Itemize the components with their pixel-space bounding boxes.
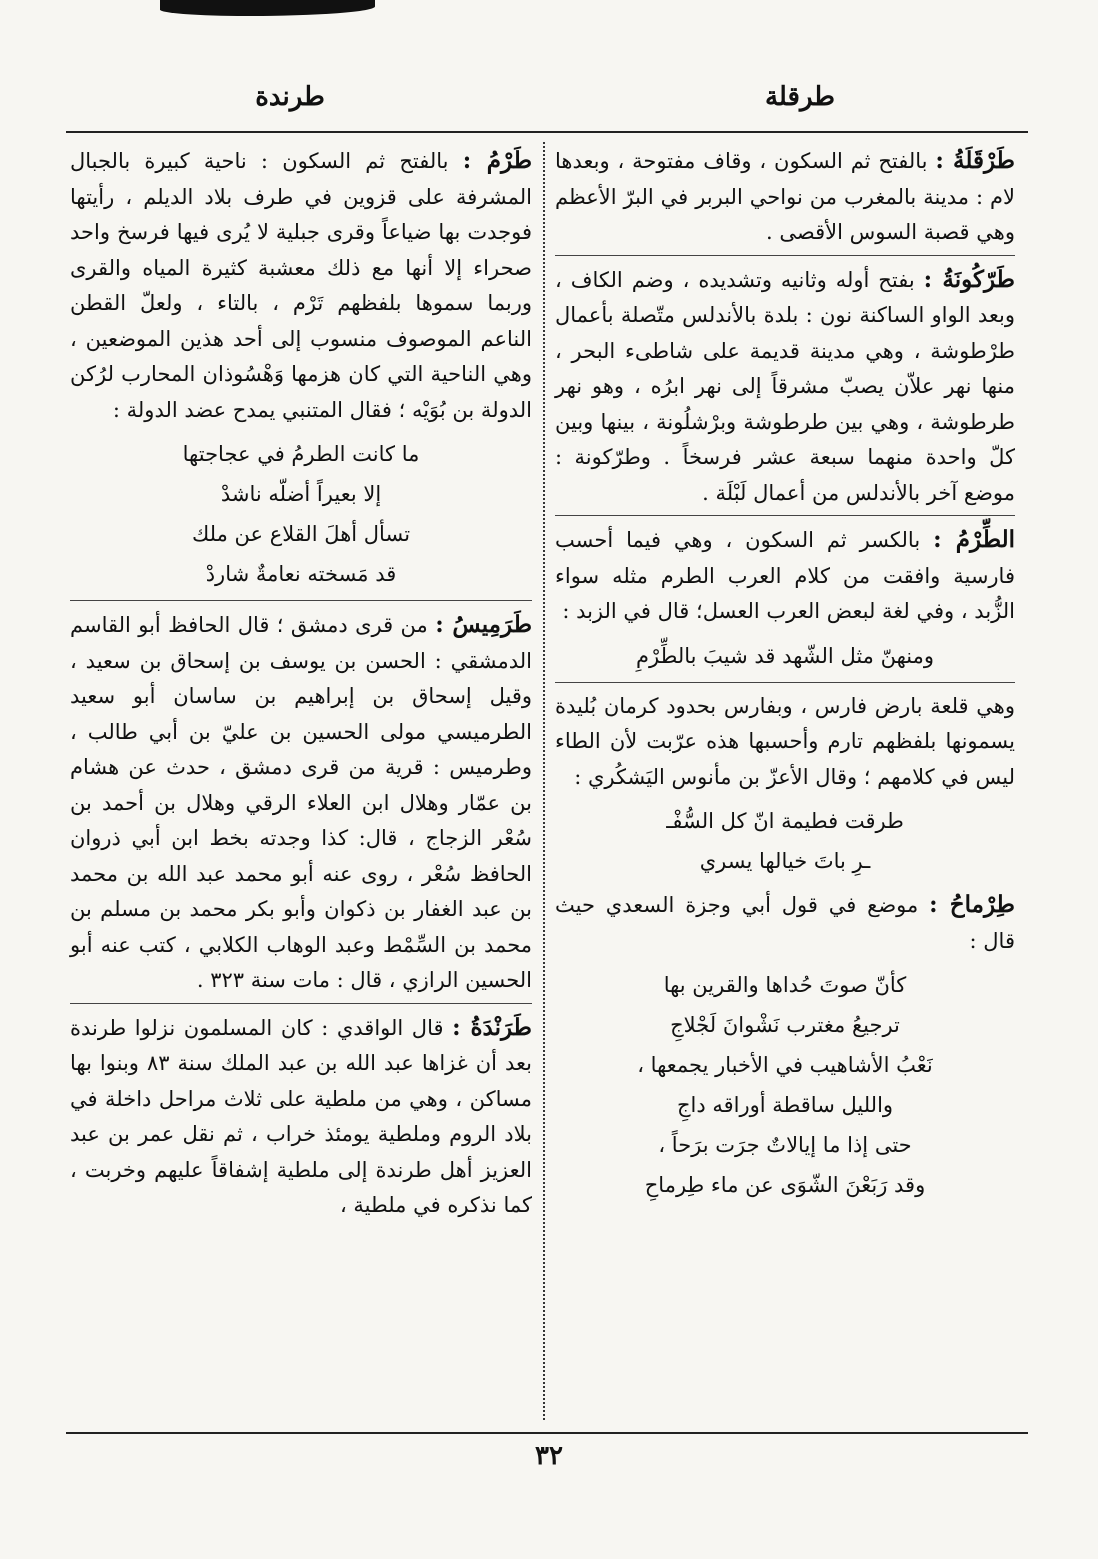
entry-separator — [555, 682, 1015, 683]
bottom-rule — [66, 1432, 1028, 1434]
entry-tarrakuna — [555, 262, 1015, 512]
entry-separator — [70, 1003, 532, 1004]
verse-line: ترجيعُ مغترب نَشْوانَ لَجْلاجِ — [670, 1013, 900, 1037]
entry-text: بالكسر ثم السكون ، وهي فيما أحسب فارسية وافقت من كلام العرب الطرم مثله سواء الزُّبد ، وفي لغة لبعض العرب العسل؛ قال في الزبد : — [555, 528, 1015, 623]
entry-al-tirm — [555, 522, 1015, 881]
verse-line: ما كانت الطرمُ في عجاجتها — [182, 442, 420, 466]
verse — [555, 801, 1015, 881]
entry-tirmah — [555, 887, 1015, 1205]
headword: طَرّكُونَةُ : — [923, 265, 1015, 293]
headword: طَرْقَلَةُ : — [935, 147, 1015, 174]
headword: طَرْمُ : — [462, 147, 532, 174]
entry-tarqala — [555, 143, 1015, 251]
entry-taramis — [70, 607, 532, 999]
verse — [70, 434, 532, 594]
verse-line: تسأل أهلَ القلاع عن ملك — [191, 522, 411, 546]
headword: طَرَمِيسُ : — [435, 611, 532, 638]
headword: الطِّرْمُ : — [933, 526, 1015, 553]
headword: طِرْماحُ : — [929, 891, 1015, 918]
entry-text: من قرى دمشق ؛ قال الحافظ أبو القاسم الدمشقي : الحسن بن يوسف بن إسحاق بن سعيد ، وقيل إسحاق بن إبراهيم بن ساسان أبو سعيد الطرميسي مولى الحسين بن عليّ بن أبي طالب ، وطرميس : قرية من قرى دمشق ، حدث عن هشام بن عمّار وهلال ابن العلاء الرقي وهلال بن أحمد بن سُعْر الزجاج ، قال: كذا وجدته بخط ابن أبي ذروان الحافظ سُعْر ، روى عنه أبو محمد عبد الله بن محمد بن عبد الغفار بن ذكوان وأبو بكر محمد بن مسلم بن محمد بن السِّمْط وعبد الوهاب الكلابي ، كتب عنه أبو الحسين الرازي ، قال : مات سنة ٣٢٣ . — [70, 613, 532, 992]
verse-line: قد مَسخته نعامةٌ شاردْ — [205, 562, 397, 586]
verse-line: حتى إذا ما إيالاتٌ جرَت برَحاً ، — [658, 1133, 912, 1157]
right-column — [555, 143, 1015, 1211]
verse-line: والليل ساقطة أوراقه داجِ — [676, 1093, 894, 1117]
entry-taranda — [70, 1010, 532, 1224]
entry-text: بفتح أوله وثانيه وتشديده ، وضم الكاف ، وبعد الواو الساكنة نون : بلدة بالأندلس متّصلة بأعمال طرْطوشة ، وهي مدينة قديمة على شاطىء البحر ، منها نهر علاّن يصبّ مشرقاً إلى نهر ابرُه ، وهو نهر طرطوشة ، وهي بين طرطوشة وبرْشلُونة ، بينها وبين كلّ واحدة منهما سبعة عشر فرسخاً . وطرّكونة : موضع آخر بالأندلس من أعمال لَبْلَة . — [555, 267, 1015, 505]
verse-line: ومنهنّ مثل الشّهد قد شيبَ بالطِّرْمِ — [636, 643, 934, 668]
entry-text: وهي قلعة بارض فارس ، وبفارس بحدود كرمان بُليدة يسمونها بلفظهم تارم وأحسبها هذه عرّبت لأن الطاء ليس في كلامهم ؛ وقال الأعزّ بن مأنوس اليَشكُري : — [555, 693, 1015, 789]
verse-line: وقد رَبَعْنَ الشّوَى عن ماء طِرماحِ — [644, 1173, 926, 1197]
verse-line: كأنّ صوتَ حُداها والقرين بها — [663, 973, 907, 997]
page-number: ٣٢ — [535, 1441, 563, 1471]
verse — [555, 636, 1015, 676]
headword: طَرَنْدَةُ : — [452, 1013, 532, 1041]
verse-line: إلا بعيراً أضلّه ناشدْ — [220, 482, 382, 506]
verse — [555, 965, 1015, 1205]
entry-text: بالفتح ثم السكون ، وقاف مفتوحة ، وبعدها لام : مدينة بالمغرب من نواحي البربر في البرّ الأعظم وهي قصبة السوس الأقصى . — [555, 149, 1015, 244]
scan-smudge — [160, 0, 375, 16]
entry-separator — [555, 255, 1015, 256]
verse-line: ـرِ باتَ خيالها يسري — [699, 849, 871, 873]
top-rule — [66, 131, 1028, 133]
verse-line: نَعْبُ الأشاهيب في الأخبار يجمعها ، — [637, 1053, 933, 1077]
left-column — [70, 143, 532, 1228]
entry-text: بالفتح ثم السكون : ناحية كبيرة بالجبال المشرفة على قزوين في طرف بلاد الديلم ، رأيتها فوجدت بها ضياعاً وقرى جبلية لا يُرى فيها فرسخ واحد صحراء إلا أنها مع ذلك معشبة كثيرة المياه والقرى وربما سموها بلفظهم تَرْم ، بالتاء ، ولعلّ القطن الناعم الموصوف منسوب إلى أحد هذين الموضعين ، وهي الناحية التي كان هزمها وَهْسُوذان المحارب لرُكن الدولة بن بُوَيْه ؛ فقال المتنبي يمدح عضد الدولة : — [70, 149, 532, 422]
entry-separator — [555, 515, 1015, 516]
running-header-right: طرقلة — [764, 82, 835, 112]
running-header-left: طرندة — [255, 82, 325, 112]
entry-text: موضع في قول أبي وجزة السعدي حيث قال : — [555, 893, 1015, 953]
entry-tarm — [70, 143, 532, 594]
entry-separator — [70, 600, 532, 601]
column-divider — [543, 142, 545, 1420]
entry-text: قال الواقدي : كان المسلمون نزلوا طرندة بعد أن غزاها عبد الله بن عبد الملك سنة ٨٣ وبنوا بها مساكن ، وهي من ملطية على ثلاث مراحل داخلة في بلاد الروم وملطية يومئذ خراب ، ثم نقل عمر بن عبد العزيز أهل طرندة إلى ملطية إشفاقاً عليهم وخربت ، كما نذكره في ملطية ، — [70, 1015, 532, 1217]
verse-line: طرقت فطيمة انّ كل السُّفْـ — [666, 809, 904, 833]
